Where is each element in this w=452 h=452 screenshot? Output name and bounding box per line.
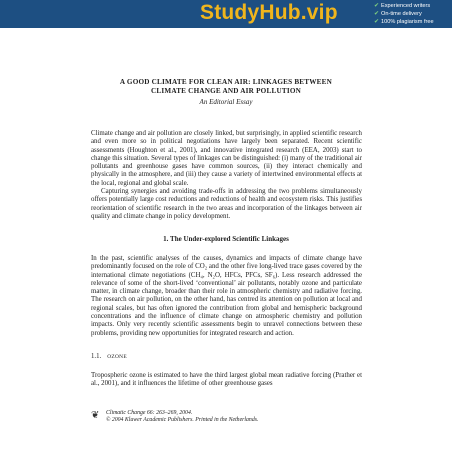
intro-paragraph-2: Capturing synergies and avoiding trade-offs in addressing the two problems simultaneously offers potentially large cost reductions and reductions of health and ecosystem risks. This justifies reorientation of scientific research in the two areas and incorporation of the linkages between air quality and climate change in policy development. xyxy=(91,188,362,220)
journal-citation: Climatic Change 66: 263–269, 2004. xyxy=(106,410,193,416)
copyright-line: © 2004 Kluwer Academic Publishers. Printed in the Netherlands. xyxy=(106,417,259,423)
article-title-line1: A GOOD CLIMATE FOR CLEAN AIR: LINKAGES BETWEEN xyxy=(119,78,333,86)
publisher-logo-icon: ❦ xyxy=(91,410,100,421)
badge-item: ✔ On-time delivery xyxy=(374,11,422,17)
intro-paragraph-1: Climate change and air pollution are closely linked, but surprisingly, in applied scientific research and even more so in political negotiations have largely been separated. Recent scientific assessments (Houghton et al., 2001), and innovative integrated research (EEA, 2003) start to change this situation. Several types of linkages can be distinguished: (i) many of the traditional air pollutants and greenhouse gases have common sources, (ii) they interact chemically and physically in the atmosphere, and (iii) they cause a variety of intertwined environmental effects at the local, regional and global scale. xyxy=(91,130,362,187)
brand-logo[interactable]: StudyHub.vip xyxy=(200,1,338,24)
section-heading: 1. The Under-explored Scientific Linkages xyxy=(163,235,289,243)
badge-item: ✔ Experienced writers xyxy=(374,3,431,9)
article-subtitle: An Editorial Essay xyxy=(199,98,253,106)
subsection-paragraph: Tropospheric ozone is estimated to have the third largest global mean radiative forcing (Prather et al., 2001), and it influences the lifetime of other greenhouse gases xyxy=(91,372,362,388)
check-icon: ✔ xyxy=(374,3,380,9)
badge-item: ✔ 100% plagiarism free xyxy=(374,19,434,25)
article-title-line2: CLIMATE CHANGE AND AIR POLLUTION xyxy=(150,87,302,95)
check-icon: ✔ xyxy=(374,19,380,25)
subsection-heading: 1.1. OZONE xyxy=(91,353,127,360)
check-icon: ✔ xyxy=(374,11,380,17)
section1-paragraph: In the past, scientific analyses of the causes, dynamics and impacts of climate change have predominantly focused on the role of CO₂ and the other five long-lived trace gases covered by the international climate negotiations (CH₄, N₂O, HFCs, PFCs, SF₆). Less research addressed the relevance of some of the short-lived ‘conventional’ air pollutants, notably ozone and particulate matter, in climate change, broader than their role in atmospheric chemistry and radiative forcing. The research on air pollution, on the other hand, has centred its attention on pollution at local and regional scales, but has often ignored the contribution from global and hemispheric background concentrations and the influence of climate change on atmospheric chemistry and pollution impacts. Only very recently scientific assessments begin to unravel connections between these problems, providing new opportunities for integrated research and action. xyxy=(91,255,362,337)
